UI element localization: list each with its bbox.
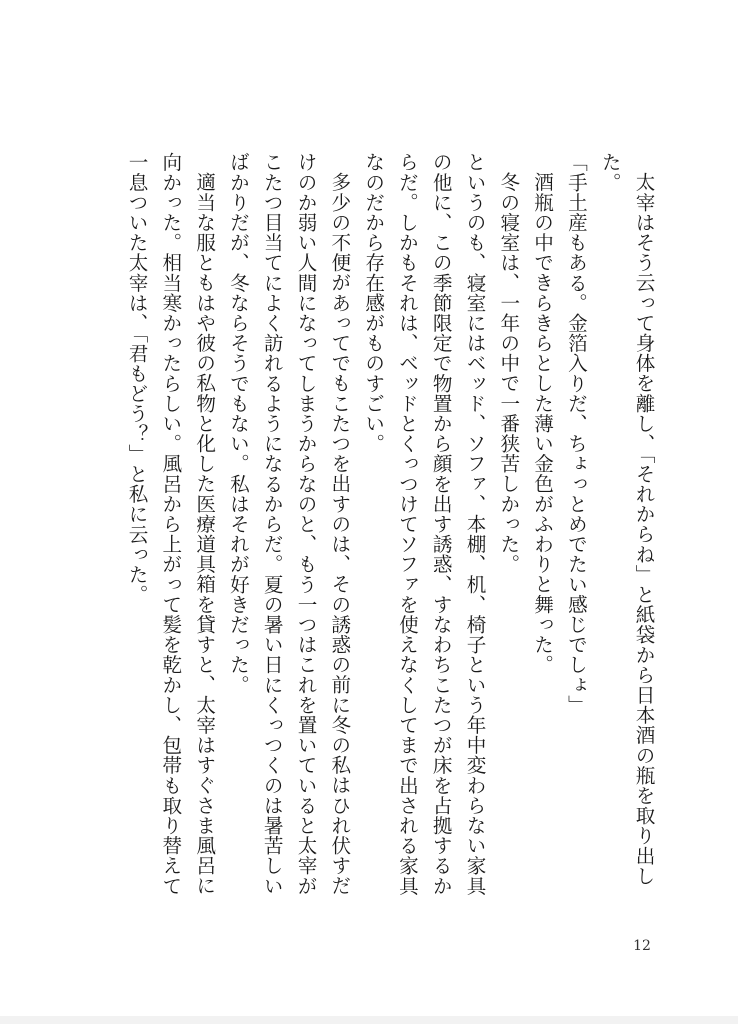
paragraph-sake-bottle: 酒瓶の中できらきらとした薄い金色がふわりと舞った。 — [530, 171, 554, 675]
paragraph-bath: 適当な服ともはや彼の私物と化した医療道具箱を貸すと、太宰はすぐさま風呂に向かった。相当寒かったらしい。風呂から上がって髪を乾かし、包帯も取り替えて一息ついた太宰は、「君もどう？」と私に云った。 — [125, 152, 216, 896]
vertical-body-text — [112, 152, 660, 904]
paragraph-winter-bedroom: 冬の寝室は、一年の中で一番狭苦しかった。 — [496, 171, 520, 574]
paragraph-dialogue-gift: 「手土産もある。金箔入りだ、ちょっとめでたい感じでしょ」 — [564, 152, 588, 715]
paragraph-dazai-line: 太宰はそう云って身体を離し、「それからね」と紙袋から日本酒の瓶を取り出した。 — [598, 152, 655, 886]
page-bottom-edge — [0, 1016, 738, 1024]
paragraph-kotatsu-reason: 多少の不便があってでもこたつを出すのは、その誘惑の前に冬の私はひれ伏すだけのか弱い人間になってしまうからなのと、もう一つはこれを置いていると太宰がこたつ目当てによく訪れるようになるからだ。夏の暑い日にくっつくのは暑苦しいばかりだが、冬ならそうでもない。私はそれが好きだった。 — [226, 152, 351, 896]
paragraph-kotatsu-furniture: というのも、寝室にはベッド、ソファ、本棚、机、椅子という年中変わらない家具の他に、この季節限定で物置から顔を出す誘惑、すなわちこたつが床を占拠するからだ。しかもそれは、ベッドとくっつけてソファを使えなくしてまで出される家具なのだから存在感がものすごい。 — [361, 152, 487, 896]
page-number: 12 — [633, 938, 651, 954]
